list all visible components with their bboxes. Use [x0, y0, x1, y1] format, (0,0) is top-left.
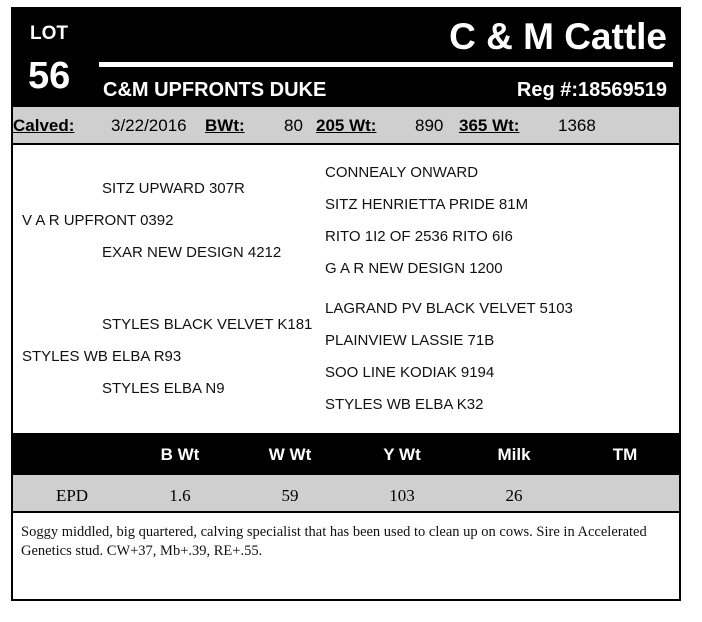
lot-card: [11, 7, 681, 601]
dam-sire: STYLES BLACK VELVET K181: [102, 316, 313, 333]
wt365-value: 1368: [558, 116, 596, 135]
epd-ywt: 103: [389, 486, 415, 505]
sd-sire: RITO 1I2 OF 2536 RITO 6I6: [325, 228, 513, 245]
ss-dam: SITZ HENRIETTA PRIDE 81M: [325, 196, 529, 213]
lot-header: [13, 9, 679, 107]
ds-sire: LAGRAND PV BLACK VELVET 5103: [325, 300, 573, 317]
ss-sire: CONNEALY ONWARD: [325, 164, 479, 181]
bwt-label: BWt:: [205, 116, 245, 135]
sd-dam: G A R NEW DESIGN 1200: [325, 260, 503, 277]
epd-header-bwt: B Wt: [160, 445, 200, 464]
dd-dam: STYLES WB ELBA K32: [325, 396, 484, 413]
sire-dam: EXAR NEW DESIGN 4212: [102, 244, 282, 261]
bwt-value: 80: [284, 116, 303, 135]
wt205-label: 205 Wt:: [316, 116, 377, 135]
calved-value: 3/22/2016: [111, 116, 187, 135]
lot-comment: Soggy middled, big quartered, calving specialist that has been used to clean up on cows. Sire in Accelerated Genetics stud. CW+37, Mb+.39, RE+.55.: [21, 524, 647, 559]
registration-number: Reg #:18569519: [516, 79, 667, 101]
dd-sire: SOO LINE KODIAK 9194: [325, 364, 495, 381]
epd-values-row: [13, 475, 679, 513]
ds-dam: PLAINVIEW LASSIE 71B: [325, 332, 495, 349]
sire: V A R UPFRONT 0392: [22, 212, 174, 229]
epd-wwt: 59: [281, 486, 299, 505]
epd-milk: 26: [505, 486, 523, 505]
lot-label: LOT: [30, 23, 68, 44]
epd-row-label: EPD: [55, 486, 89, 505]
wt365-label: 365 Wt:: [459, 116, 520, 135]
owner-name: C & M Cattle: [449, 16, 667, 57]
calved-label: Calved:: [13, 116, 75, 135]
epd-bwt: 1.6: [169, 486, 191, 505]
animal-name: C&M UPFRONTS DUKE: [103, 79, 327, 101]
epd-header-ywt: Y Wt: [383, 445, 421, 464]
sire-sire: SITZ UPWARD 307R: [102, 180, 245, 197]
epd-header-milk: Milk: [497, 445, 531, 464]
epd-header-row: [13, 433, 679, 475]
header-divider: [99, 62, 673, 67]
pedigree: [13, 145, 679, 433]
epd-header-wwt: W Wt: [268, 445, 312, 464]
dam: STYLES WB ELBA R93: [22, 348, 182, 365]
lot-number: 56: [28, 55, 71, 97]
wt205-value: 890: [415, 116, 444, 135]
birth-stats-bar: [13, 107, 679, 145]
dam-dam: STYLES ELBA N9: [102, 380, 225, 397]
epd-header-tm: TM: [612, 445, 638, 464]
